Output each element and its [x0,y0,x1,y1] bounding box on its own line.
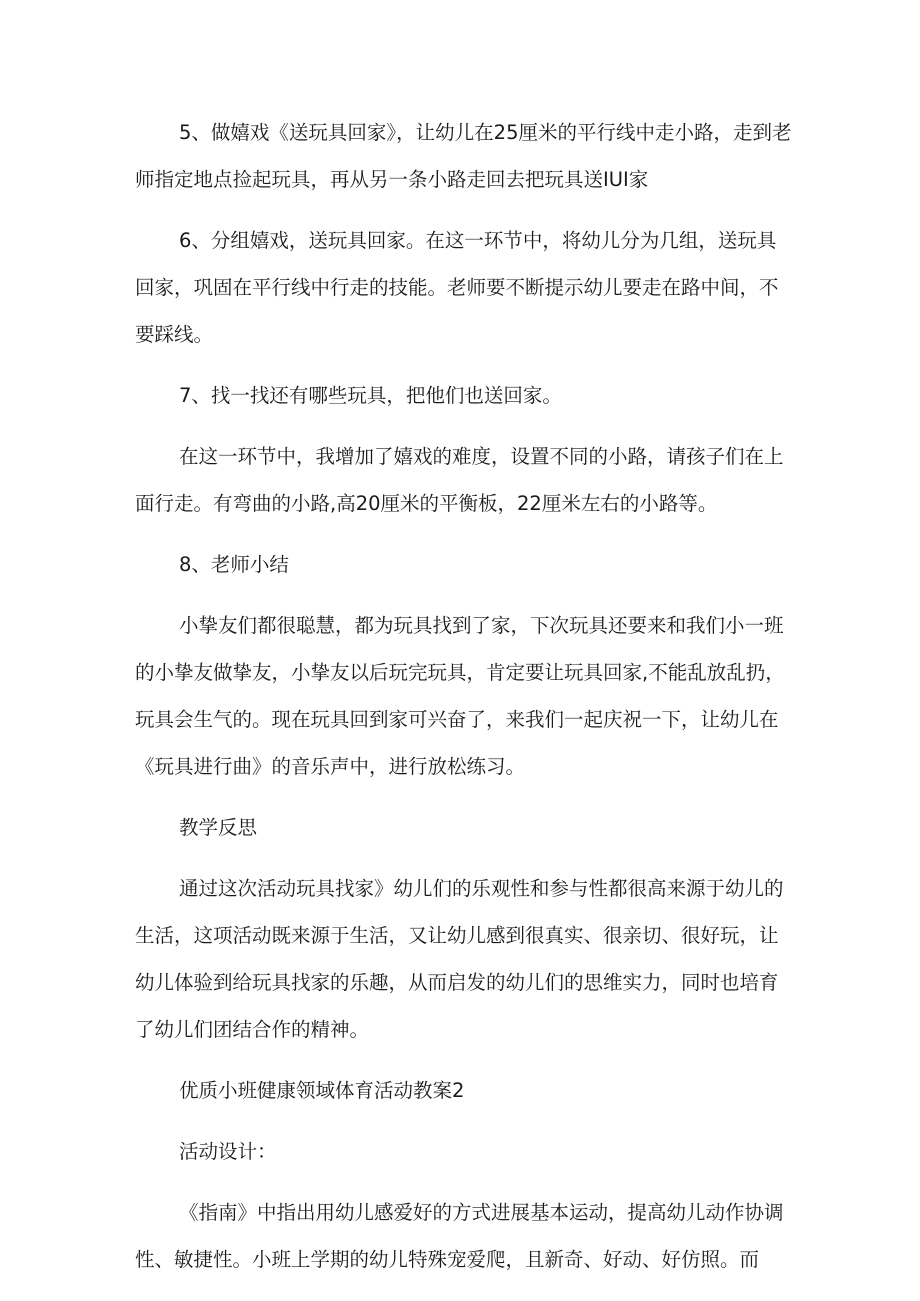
paragraph-summary: 小挚友们都很聪慧，都为玩具找到了家，下次玩具还要来和我们小一班的小挚友做挚友，小挚友以后玩完玩具，肯定要让玩具回家,不能乱放乱扔，玩具会生气的。现在玩具回到家可兴奋了，来我们一起庆祝一下，让幼儿在《玩具进行曲》的音乐声中，进行放松练习。 [135,614,785,778]
section-heading-activity-design: 活动设计： [179,1140,277,1163]
section-heading-reflection: 教学反思 [179,816,258,839]
paragraph-step-6: 6、分组嬉戏，送玩具回家。在这一环节中，将幼儿分为几组，送玩具回家，巩固在平行线中行走的技能。老师要不断提示幼儿要走在路中间，不要踩线。 [135,229,779,346]
paragraph-step-5: 5、做嬉戏《送玩具回家》，让幼儿在25厘米的平行线中走小路，走到老师指定地点捡起玩具，再从另一条小路走回去把玩具送IUI家 [135,121,792,191]
paragraph-step-7: 7、找一找还有哪些玩具，把他们也送回家。 [179,384,562,407]
section-heading-lesson-plan-2: 优质小班健康领域体育活动教案2 [179,1079,465,1102]
paragraph-activity-design: 《指南》中指出用幼儿感爱好的方式进展基本运动，提高幼儿动作协调性、敏捷性。小班上学期的幼儿特殊宠爱爬，且新奇、好动、好仿照。而 [135,1201,784,1271]
paragraph-step-7-detail: 在这一环节中，我增加了嬉戏的难度，设置不同的小路，请孩子们在上面行走。有弯曲的小路,高20厘米的平衡板，22厘米左右的小路等。 [135,445,784,515]
paragraph-step-8: 8、老师小结 [179,553,289,576]
document-body [135,109,795,1297]
paragraph-reflection: 通过这次活动玩具找家》幼儿们的乐观性和参与性都很高来源于幼儿的生活，这项活动既来源于生活，又让幼儿感到很真实、很亲切、很好玩，让幼儿体验到给玩具找家的乐趣，从而启发的幼儿们的思维实力，同时也培育了幼儿们团结合作的精神。 [135,877,784,1041]
